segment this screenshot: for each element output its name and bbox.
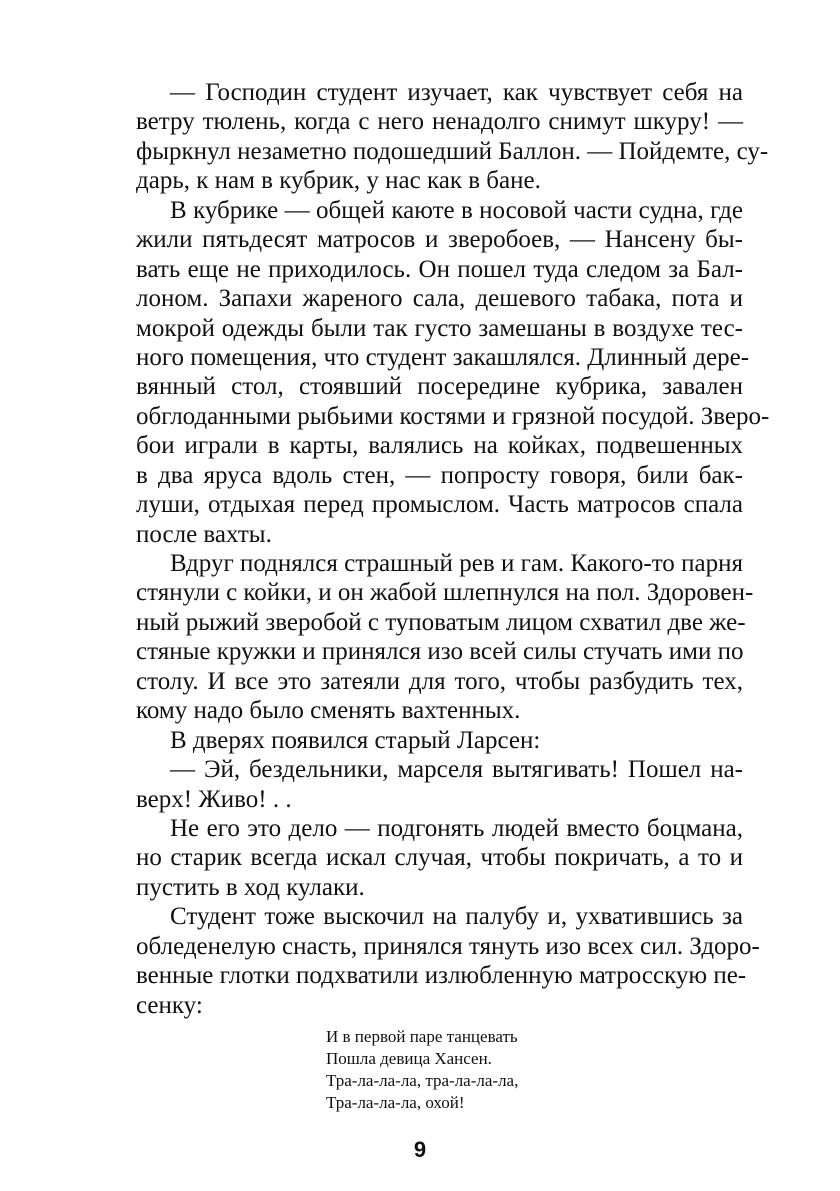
text-line: стяные кружки и принялся изо всей силы стучать ими по [136, 638, 744, 665]
text-line: в два яруса вдоль стен, — попросту говоря, били бак- [136, 462, 743, 489]
text-line: верх! Живо! . . [136, 786, 292, 813]
text-line: В кубрике — общей каюте в носовой части судна, где [170, 197, 743, 224]
text-line: жили пятьдесят матросов и зверобоев, — Нансену бы- [136, 226, 743, 253]
text-line: сенку: [136, 992, 203, 1019]
verse-line: Тра-ла-ла-ла, тра-ла-ла-ла, [326, 1071, 519, 1090]
text-line: Не его это дело — подгонять людей вместо боцмана, [170, 815, 743, 842]
text-line: но старик всегда искал случая, чтобы покричать, а то и [136, 844, 743, 871]
verse-line: И в первой паре танцевать [326, 1027, 518, 1046]
verse-line: Тра-ла-ла-ла, охой! [326, 1093, 465, 1112]
verse-line: Пошла девица Хансен. [326, 1049, 492, 1068]
text-line: мокрой одежды были так густо замешаны в воздухе тес- [136, 315, 743, 342]
text-line: Вдруг поднялся страшный рев и гам. Какого-то парня [170, 550, 743, 577]
text-line: кому надо было сменять вахтенных. [136, 697, 521, 724]
text-line: стянули с койки, и он жабой шлепнулся на пол. Здоровен- [136, 579, 754, 606]
text-line: бои играли в карты, валялись на койках, подвешенных [136, 432, 743, 459]
text-line: — Эй, бездельники, марселя вытягивать! Пошел на- [170, 756, 743, 783]
text-line: дарь, к нам в кубрик, у нас как в бане. [136, 167, 541, 194]
text-line: ный рыжий зверобой с туповатым лицом схватил две же- [136, 609, 746, 636]
text-line: Студент тоже выскочил на палубу и, ухватившись за [170, 903, 743, 930]
text-line: обглоданными рыбьими костями и грязной посудой. Зверо- [136, 403, 770, 430]
text-line: после вахты. [136, 521, 272, 548]
text-line: венные глотки подхватили излюбленную матросскую пе- [136, 962, 747, 989]
text-line: луши, отдыхая перед промыслом. Часть матросов спала [136, 491, 743, 518]
text-line: обледенелую снасть, принялся тянуть изо всех сил. Здоро- [136, 933, 760, 960]
text-line: вянный стол, стоявший посередине кубрика, завален [136, 373, 743, 400]
text-line: ветру тюлень, когда с него ненадолго снимут шкуру! — [136, 108, 743, 135]
text-line: столу. И все это затеяли для того, чтобы разбудить тех, [136, 668, 743, 695]
text-line: вать еще не приходилось. Он пошел туда следом за Бал- [136, 256, 743, 283]
text-line: — Господин студент изучает, как чувствует себя на [170, 79, 743, 106]
text-line: фыркнул незаметно подошедший Баллон. — Пойдемте, су- [136, 138, 769, 165]
text-line: ного помещения, что студент закашлялся. Длинный дере- [136, 344, 750, 371]
text-line: лоном. Запахи жареного сала, дешевого табака, пота и [136, 285, 743, 312]
text-line: пустить в ход кулаки. [136, 874, 365, 901]
page-number: 9 [413, 1137, 427, 1162]
text-line: В дверях появился старый Ларсен: [170, 727, 541, 754]
